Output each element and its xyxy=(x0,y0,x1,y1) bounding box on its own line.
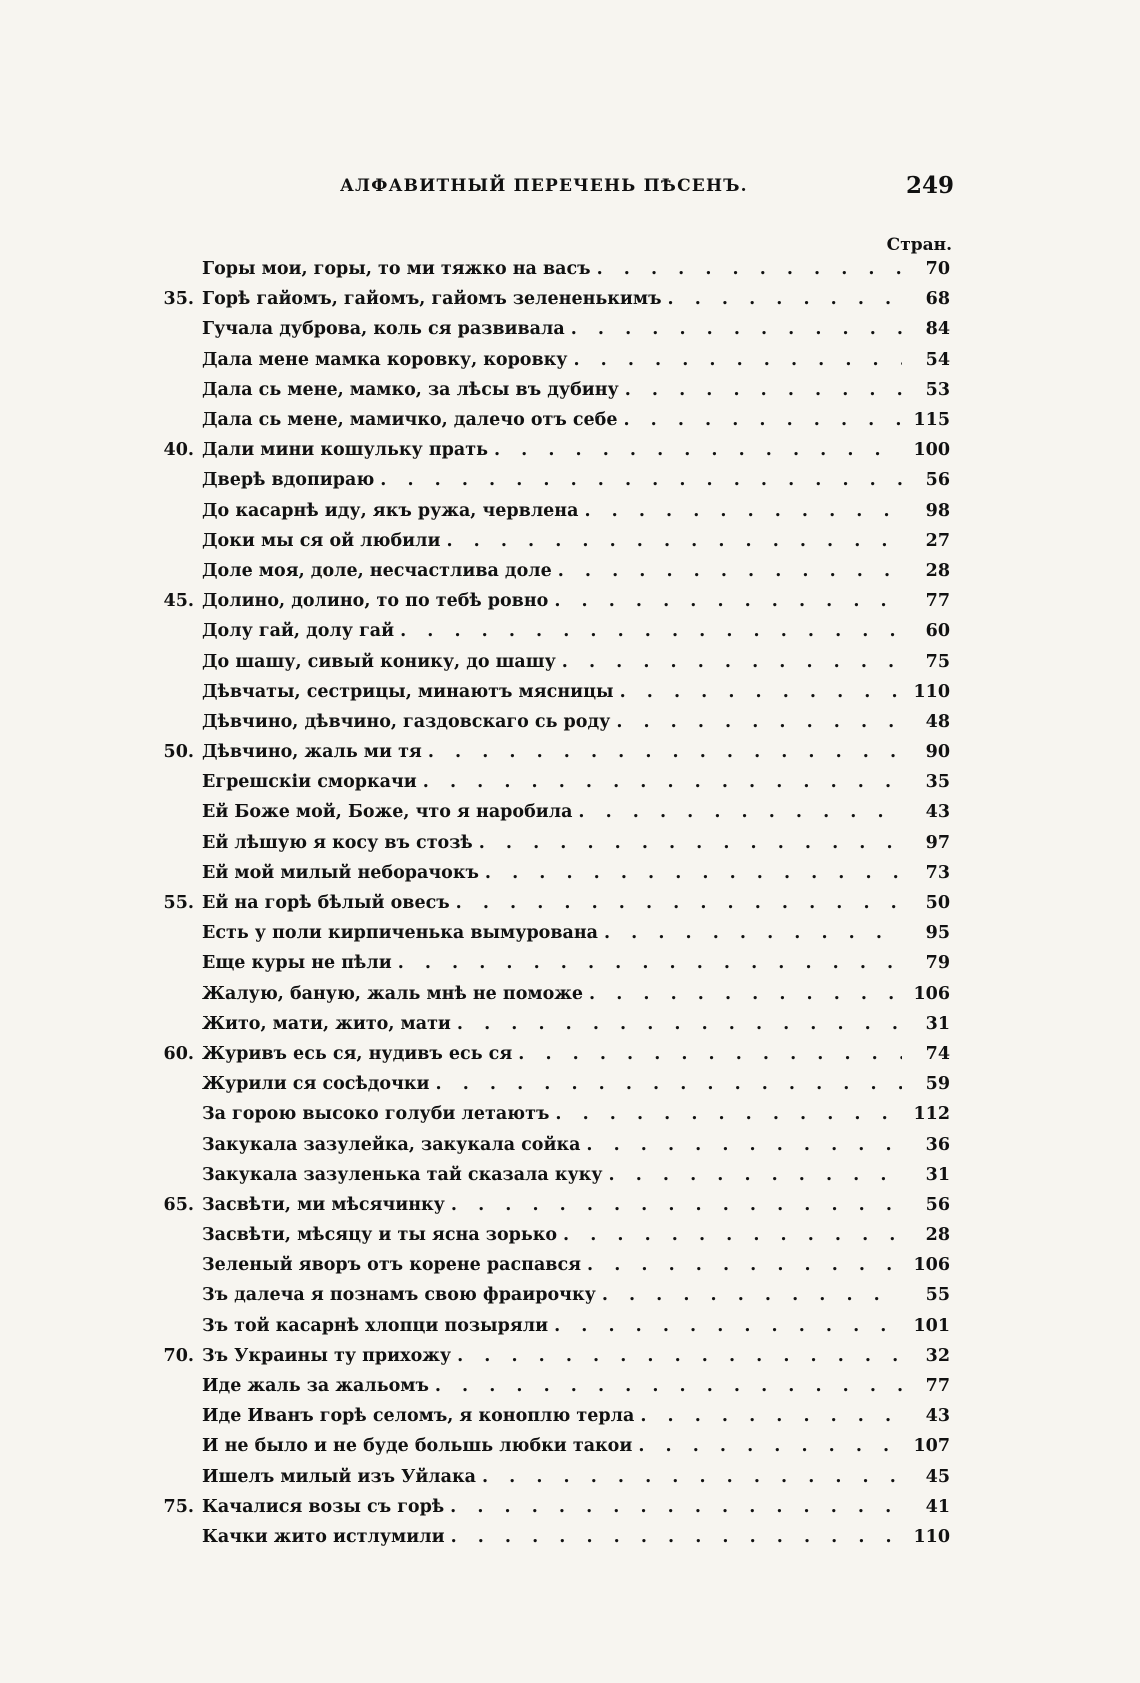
entry-title: Иде жаль за жальомъ xyxy=(202,1376,429,1397)
entry-title: Засвѣти, ми мѣсячинку xyxy=(202,1194,445,1215)
entry-line xyxy=(202,1376,950,1396)
entry-title: Засвѣти, мѣсяцу и ты ясна зорько xyxy=(202,1225,558,1246)
entry-line xyxy=(202,1135,950,1155)
dot-leader xyxy=(518,1044,902,1064)
dot-leader xyxy=(562,652,902,672)
entry-title: Жито, мати, жито, мати xyxy=(202,1013,451,1034)
entry-title: Качки жито истлумили xyxy=(202,1526,445,1547)
list-item xyxy=(150,737,950,767)
entry-line xyxy=(202,531,950,551)
entry-page: 70 xyxy=(925,259,950,280)
entry-number: 35. xyxy=(163,289,194,310)
entry-page: 73 xyxy=(925,862,950,883)
entry-line xyxy=(202,1527,950,1547)
list-item xyxy=(150,1311,950,1341)
list-item xyxy=(150,616,950,646)
entry-page: 31 xyxy=(925,1013,950,1034)
dot-leader xyxy=(586,1135,902,1155)
entry-line xyxy=(202,984,950,1004)
list-item xyxy=(150,979,950,1009)
list-item xyxy=(150,707,950,737)
entry-line xyxy=(202,1255,950,1275)
entry-title: Долу гай, долу гай xyxy=(202,621,395,642)
dot-leader xyxy=(450,1497,902,1517)
dot-leader xyxy=(494,440,902,460)
list-item xyxy=(150,556,950,586)
dot-leader xyxy=(558,561,902,581)
list-item xyxy=(150,767,950,797)
dot-leader xyxy=(554,1316,902,1336)
entry-number: 50. xyxy=(163,742,194,763)
dot-leader xyxy=(380,470,902,490)
dot-leader xyxy=(457,1014,902,1034)
dot-leader xyxy=(587,1255,902,1275)
dot-leader xyxy=(638,1436,902,1456)
entry-line xyxy=(202,1074,950,1094)
entry-line xyxy=(202,1346,950,1366)
entry-line xyxy=(202,319,950,339)
list-item xyxy=(150,1462,950,1492)
list-item xyxy=(150,465,950,495)
entry-title: Журивъ есь ся, нудивъ есь ся xyxy=(202,1043,513,1064)
entry-title: Жалую, баную, жаль мнѣ не поможе xyxy=(202,983,584,1004)
dot-leader xyxy=(428,742,902,762)
dot-leader xyxy=(620,682,902,702)
entry-title: Ишелъ милый изъ Уйлака xyxy=(202,1466,476,1487)
dot-leader xyxy=(457,1346,902,1366)
dot-leader xyxy=(589,984,902,1004)
entry-page: 56 xyxy=(925,1194,950,1215)
dot-leader xyxy=(398,953,902,973)
entry-page: 48 xyxy=(925,711,950,732)
entry-line xyxy=(202,1406,950,1426)
dot-leader xyxy=(446,531,902,551)
entry-number: 40. xyxy=(163,440,194,461)
entry-page: 98 xyxy=(925,500,950,521)
entry-page: 43 xyxy=(925,1406,950,1427)
entry-page: 50 xyxy=(925,893,950,914)
entry-line xyxy=(202,591,950,611)
entry-page: 35 xyxy=(925,772,950,793)
list-item xyxy=(150,1160,950,1190)
dot-leader xyxy=(423,772,902,792)
dot-leader xyxy=(435,1376,902,1396)
entry-page: 79 xyxy=(925,953,950,974)
dot-leader xyxy=(584,501,902,521)
list-item xyxy=(150,1522,950,1552)
entry-page: 75 xyxy=(925,651,950,672)
list-item xyxy=(150,646,950,676)
entry-page: 55 xyxy=(925,1285,950,1306)
entry-line xyxy=(202,259,950,279)
dot-leader xyxy=(578,802,902,822)
dot-leader xyxy=(451,1527,902,1547)
list-item xyxy=(150,1099,950,1129)
entry-title: Егрешскіи сморкачи xyxy=(202,772,417,793)
entry-number: 60. xyxy=(163,1043,194,1064)
list-item xyxy=(150,405,950,435)
dot-leader xyxy=(597,259,902,279)
list-item xyxy=(150,345,950,375)
dot-leader xyxy=(554,591,902,611)
dot-leader xyxy=(555,1104,902,1124)
entry-page: 95 xyxy=(925,923,950,944)
song-index-list xyxy=(150,254,950,1552)
list-item xyxy=(150,948,950,978)
entry-title: Ей лѣшую я косу въ стозѣ xyxy=(202,832,473,853)
entry-line xyxy=(202,380,950,400)
entry-title: Дѣвчино, жаль ми тя xyxy=(202,742,422,763)
entry-title: За горою высоко голуби летаютъ xyxy=(202,1104,550,1125)
entry-line xyxy=(202,470,950,490)
entry-page: 90 xyxy=(925,742,950,763)
entry-page: 74 xyxy=(925,1043,950,1064)
entry-page: 56 xyxy=(925,470,950,491)
entry-title: Зъ Украины ту прихожу xyxy=(202,1345,452,1366)
entry-title: Дѣвчино, дѣвчино, газдовскаго сь роду xyxy=(202,711,611,732)
entry-number: 75. xyxy=(163,1496,194,1517)
entry-line xyxy=(202,893,950,913)
entry-line xyxy=(202,350,950,370)
entry-page: 106 xyxy=(913,1255,950,1276)
entry-page: 32 xyxy=(925,1345,950,1366)
entry-line xyxy=(202,802,950,822)
entry-page: 100 xyxy=(913,440,950,461)
entry-line xyxy=(202,561,950,581)
entry-line xyxy=(202,440,950,460)
entry-page: 59 xyxy=(925,1074,950,1095)
entry-line xyxy=(202,1044,950,1064)
list-item xyxy=(150,1280,950,1310)
entry-line xyxy=(202,682,950,702)
list-item xyxy=(150,677,950,707)
entry-line xyxy=(202,1195,950,1215)
entry-line xyxy=(202,712,950,732)
entry-line xyxy=(202,1285,950,1305)
entry-page: 43 xyxy=(925,802,950,823)
page-column-label: Стран. xyxy=(886,235,952,255)
entry-title: Дали мини кошульку прать xyxy=(202,440,488,461)
dot-leader xyxy=(436,1074,902,1094)
dot-leader xyxy=(602,1285,902,1305)
dot-leader xyxy=(668,289,902,309)
entry-title: Долино, долино, то по тебѣ ровно xyxy=(202,591,549,612)
dot-leader xyxy=(456,893,902,913)
entry-title: Ей Боже мой, Боже, что я наробила xyxy=(202,802,573,823)
entry-page: 54 xyxy=(925,349,950,370)
entry-page: 45 xyxy=(925,1466,950,1487)
entry-line xyxy=(202,621,950,641)
entry-title: Ей мой милый неборачокъ xyxy=(202,862,479,883)
dot-leader xyxy=(609,1165,902,1185)
list-item xyxy=(150,1250,950,1280)
list-item xyxy=(150,1009,950,1039)
dot-leader xyxy=(482,1467,902,1487)
entry-number: 70. xyxy=(163,1345,194,1366)
list-item xyxy=(150,1371,950,1401)
entry-page: 60 xyxy=(925,621,950,642)
entry-line xyxy=(202,1104,950,1124)
dot-leader xyxy=(563,1225,902,1245)
list-item xyxy=(150,888,950,918)
entry-title: И не было и не буде большь любки такои xyxy=(202,1436,633,1457)
list-item xyxy=(150,1401,950,1431)
entry-title: Зъ той касарнѣ хлопци позыряли xyxy=(202,1315,549,1336)
dot-leader xyxy=(640,1406,902,1426)
entry-line xyxy=(202,1467,950,1487)
entry-line xyxy=(202,1225,950,1245)
list-item xyxy=(150,496,950,526)
list-item xyxy=(150,1492,950,1522)
entry-page: 28 xyxy=(925,1225,950,1246)
entry-title: Закукала зазулейка, закукала сойка xyxy=(202,1134,581,1155)
list-item xyxy=(150,586,950,616)
page-number: 249 xyxy=(905,172,954,199)
entry-page: 110 xyxy=(913,1526,950,1547)
entry-line xyxy=(202,1436,950,1456)
dot-leader xyxy=(616,712,902,732)
entry-page: 97 xyxy=(925,832,950,853)
list-item xyxy=(150,918,950,948)
list-item xyxy=(150,1431,950,1461)
entry-page: 31 xyxy=(925,1164,950,1185)
entry-number: 45. xyxy=(163,591,194,612)
dot-leader xyxy=(625,380,902,400)
dot-leader xyxy=(571,319,902,339)
entry-page: 77 xyxy=(925,1376,950,1397)
list-item xyxy=(150,797,950,827)
dot-leader xyxy=(485,863,902,883)
list-item xyxy=(150,858,950,888)
entry-title: Дѣвчаты, сестрицы, минаютъ мясницы xyxy=(202,681,614,702)
list-item xyxy=(150,828,950,858)
entry-title: Горы мои, горы, то ми тяжко на васъ xyxy=(202,259,591,280)
entry-line xyxy=(202,1165,950,1185)
entry-title: Дала мене мамка коровку, коровку xyxy=(202,349,568,370)
list-item xyxy=(150,314,950,344)
entry-page: 84 xyxy=(925,319,950,340)
entry-title: Качалися возы съ горѣ xyxy=(202,1496,445,1517)
entry-line xyxy=(202,652,950,672)
entry-page: 28 xyxy=(925,560,950,581)
entry-title: Есть у поли кирпиченька вымурована xyxy=(202,923,598,944)
entry-title: Зъ далеча я познамъ свою фраирочку xyxy=(202,1285,596,1306)
entry-title: Гучала дуброва, коль ся развивала xyxy=(202,319,565,340)
entry-title: Доле моя, доле, несчастлива доле xyxy=(202,560,552,581)
list-item xyxy=(150,1190,950,1220)
entry-title: Журили ся сосѣдочки xyxy=(202,1074,430,1095)
entry-title: Еще куры не пѣли xyxy=(202,953,392,974)
list-item xyxy=(150,254,950,284)
list-item xyxy=(150,1039,950,1069)
entry-page: 101 xyxy=(913,1315,950,1336)
entry-title: Ей на горѣ бѣлый овесъ xyxy=(202,893,450,914)
entry-title: Дала сь мене, мамко, за лѣсы въ дубину xyxy=(202,379,619,400)
entry-line xyxy=(202,953,950,973)
entry-line xyxy=(202,742,950,762)
page-header xyxy=(340,172,960,212)
entry-line xyxy=(202,289,950,309)
list-item xyxy=(150,526,950,556)
entry-page: 36 xyxy=(925,1134,950,1155)
list-item xyxy=(150,1341,950,1371)
entry-page: 112 xyxy=(913,1104,950,1125)
dot-leader xyxy=(573,350,902,370)
entry-line xyxy=(202,863,950,883)
list-item xyxy=(150,1129,950,1159)
entry-page: 107 xyxy=(913,1436,950,1457)
list-item xyxy=(150,284,950,314)
entry-page: 106 xyxy=(913,983,950,1004)
entry-title: Горѣ гайомъ, гайомъ, гайомъ зелененькимъ xyxy=(202,289,662,310)
entry-line xyxy=(202,1316,950,1336)
entry-title: До касарнѣ иду, якъ ружа, червлена xyxy=(202,500,579,521)
entry-line xyxy=(202,410,950,430)
entry-title: Дверѣ вдопираю xyxy=(202,470,375,491)
list-item xyxy=(150,435,950,465)
dot-leader xyxy=(400,621,902,641)
dot-leader xyxy=(451,1195,902,1215)
entry-line xyxy=(202,833,950,853)
entry-page: 77 xyxy=(925,591,950,612)
entry-title: До шашу, сивый конику, до шашу xyxy=(202,651,556,672)
entry-line xyxy=(202,1014,950,1034)
running-title: АЛФАВИТНЫЙ ПЕРЕЧЕНЬ ПѢСЕНЪ. xyxy=(340,176,748,196)
list-item xyxy=(150,1220,950,1250)
dot-leader xyxy=(604,923,902,943)
entry-title: Закукала зазуленька тай сказала куку xyxy=(202,1164,603,1185)
entry-page: 68 xyxy=(925,289,950,310)
entry-title: Иде Иванъ горѣ селомъ, я коноплю терла xyxy=(202,1406,635,1427)
entry-line xyxy=(202,923,950,943)
entry-page: 41 xyxy=(925,1496,950,1517)
entry-line xyxy=(202,1497,950,1517)
entry-page: 110 xyxy=(913,681,950,702)
entry-line xyxy=(202,772,950,792)
entry-page: 27 xyxy=(925,530,950,551)
entry-title: Доки мы ся ой любили xyxy=(202,530,441,551)
dot-leader xyxy=(623,410,902,430)
entry-title: Зеленый яворъ отъ корене распався xyxy=(202,1255,582,1276)
entry-number: 55. xyxy=(163,893,194,914)
entry-page: 53 xyxy=(925,379,950,400)
entry-number: 65. xyxy=(163,1194,194,1215)
list-item xyxy=(150,375,950,405)
entry-page: 115 xyxy=(913,410,950,431)
entry-line xyxy=(202,501,950,521)
list-item xyxy=(150,1069,950,1099)
dot-leader xyxy=(479,833,902,853)
entry-title: Дала сь мене, мамичко, далечо отъ себе xyxy=(202,410,618,431)
